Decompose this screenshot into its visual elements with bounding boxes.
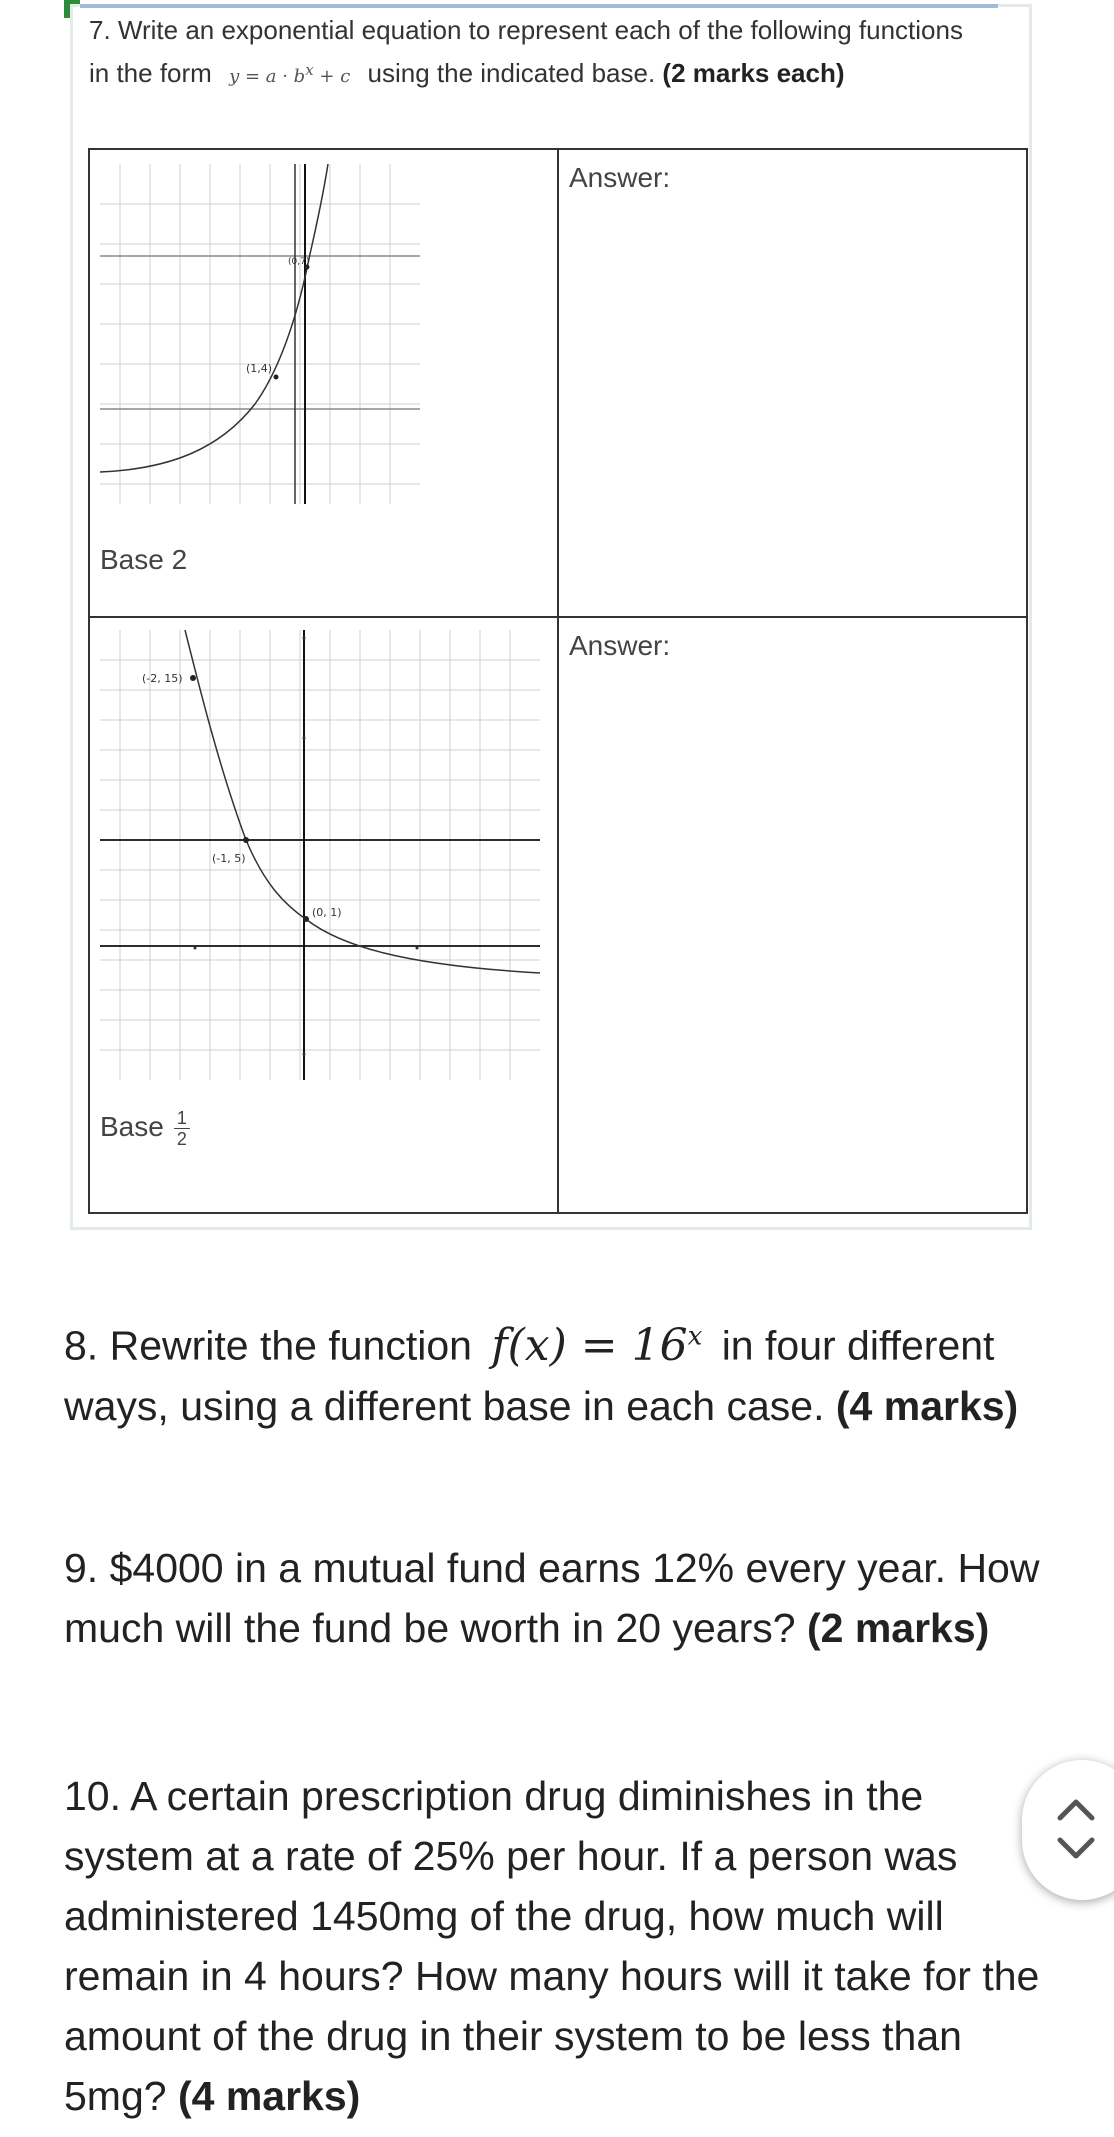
point-label: (-2, 15)	[142, 672, 183, 685]
point-label: (1,4)	[246, 362, 273, 375]
base-label: Base 2	[100, 544, 188, 575]
answer-label: Answer:	[569, 162, 671, 193]
q8-function: $f(x) = 16^x$	[491, 1319, 703, 1371]
graph-cell-base-2	[89, 149, 558, 617]
fraction-one-half: $\frac{1}{2}$	[174, 1108, 190, 1149]
q9-marks: (2 marks)	[806, 1605, 990, 1651]
chevron-up-down-icon	[1054, 1790, 1098, 1870]
question-7-table	[88, 148, 1028, 1214]
point-label: (-1, 5)	[212, 852, 246, 865]
q7-marks: (2 marks each)	[662, 58, 845, 88]
q8-marks: (4 marks)	[835, 1382, 1019, 1429]
graph-base-half	[100, 630, 540, 1080]
graph-cell-base-half	[89, 617, 558, 1213]
q7-formula: $y = a \cdot b^x + c$	[229, 61, 351, 87]
q10-marks: (4 marks)	[177, 2073, 361, 2119]
graph-base-2	[100, 164, 420, 504]
q7-text-a: 7. Write an exponential equation to represent each of the following functions in the form	[89, 15, 963, 88]
question-7-prompt	[89, 10, 989, 97]
scroll-nav-button[interactable]	[1022, 1760, 1114, 1900]
question-10: 10. A certain prescription drug diminishes in the system at a rate of 25% per hour. If a person was administered 1450mg of the drug, how much will remain in 4 hours? How many hours will it take for the amount of the drug in their system to be less than 5mg? (4 marks)	[64, 1773, 1040, 2119]
point-label: (0, 1)	[312, 906, 342, 919]
base-label: Base $\frac{1}{2}$	[100, 1108, 190, 1149]
card-accent-line	[80, 4, 998, 8]
question-9: 9. $4000 in a mutual fund earns 12% every year. How much will the fund be worth in 20 years? (2 marks)	[64, 1545, 1040, 1651]
answer-cell-2[interactable]	[558, 617, 1027, 1213]
point-label: (0,7)	[288, 257, 310, 267]
q7-text-b: using the indicated base.	[367, 58, 656, 88]
answer-label: Answer:	[569, 630, 671, 661]
answer-cell-1[interactable]	[558, 149, 1027, 617]
question-8: 8. Rewrite the function $f(x) = 16^x$ in four different ways, using a different base in each case. (4 marks)	[64, 1319, 1019, 1429]
